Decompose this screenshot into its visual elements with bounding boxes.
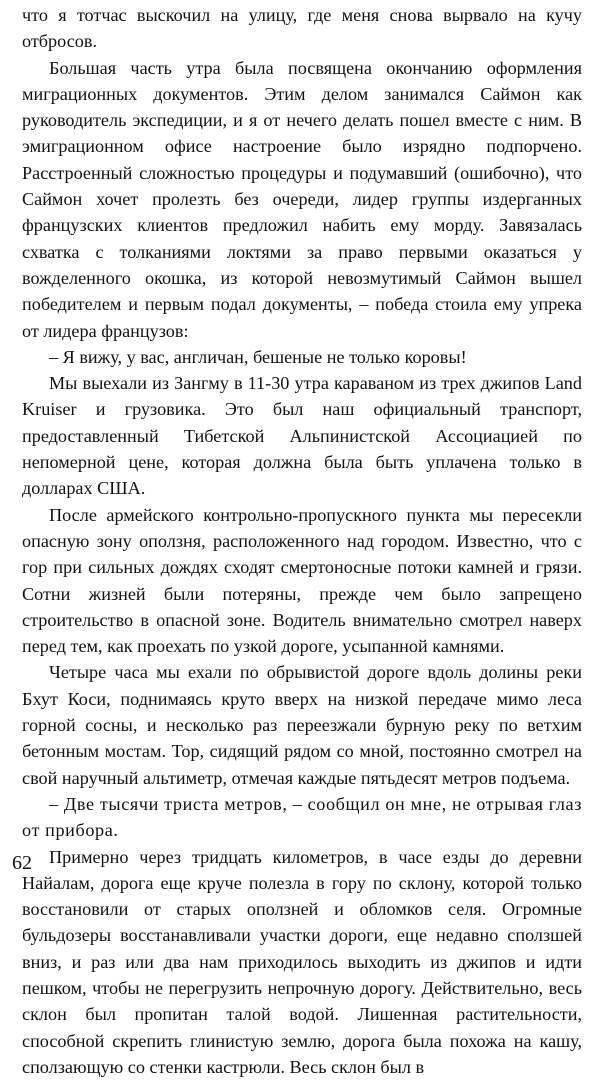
paragraph-river-valley: Четыре часа мы ехали по обрывистой дороге вдоль долины реки Бхут Коси, поднимаясь круто вверх на низкой передаче мимо леса горной сосны, и несколько раз переезжали бурную реку по ветхим бетонным мостам. Тор, сидящий рядом со мной, постоянно смотрел на свой наручный альтиметр, отмечая каждые пятьдесят метров подъема. [22, 659, 582, 790]
paragraph-departure: Мы выехали из Зангму в 11-30 утра караваном из трех джипов Land Kruiser и грузовика. Это был наш официальный транспорт, предоставленный Тибетской Альпинистской Ассоциацией по непомерной цене, которая должна была быть уплачена только в долларах США. [22, 370, 582, 501]
paragraph-continuation: что я тотчас выскочил на улицу, где меня снова вырвало на кучу отбросов. [22, 2, 582, 55]
paragraph-migration-office: Большая часть утра была посвящена окончанию оформления миграционных документов. Этим делом занимался Саймон как руководитель экспедиции, и я от нечего делать пошел вместе с ним. В эмиграционном офисе настроение было изрядно подпорчено. Расстроенный сложностью процедуры и подумавший (ошибочно), что Саймон хочет пролезть без очереди, лидер группы издерганных французских клиентов предложил набить ему морду. Завязалась схватка с толканиями локтями за право первыми оказаться у вожделенного окошка, из которой невозмутимый Саймон вышел победителем и первым подал документы, – победа стоила ему упрека от лидера французов: [22, 55, 582, 344]
body-text [22, 2, 582, 1080]
paragraph-altitude-quote: – Две тысячи триста метров, – сообщил он мне, не отрывая глаз от прибора. [22, 791, 582, 844]
page-number: 62 [12, 851, 32, 875]
paragraph-road-slope: Примерно через тридцать километров, в часе езды до деревни Найалам, дорога еще круче полезла в гору по склону, которой только восстановили от старых оползней и обломков селя. Огромные бульдозеры восстанавливали участки дороги, еще недавно сползшей вниз, и раз или два нам приходилось выходить из джипов и идти пешком, чтобы не перегрузить непрочную дорогу. Действительно, весь склон был пропитан талой водой. Лишенная растительности, способной скрепить глинистую землю, дорога была похожа на кашу, сползающую со стенки кастрюли. Весь склон был в [22, 844, 582, 1080]
paragraph-dialog-quote: – Я вижу, у вас, англичан, бешеные не только коровы! [22, 344, 582, 370]
paragraph-checkpoint: После армейского контрольно-пропускного пункта мы пересекли опасную зону оползня, расположенного над городом. Известно, что с гор при сильных дождях сходят смертоносные потоки камней и грязи. Сотни жизней были потеряны, прежде чем было запрещено строительство в опасной зоне. Водитель внимательно смотрел наверх перед тем, как проехать по узкой дороге, усыпанной камнями. [22, 502, 582, 660]
